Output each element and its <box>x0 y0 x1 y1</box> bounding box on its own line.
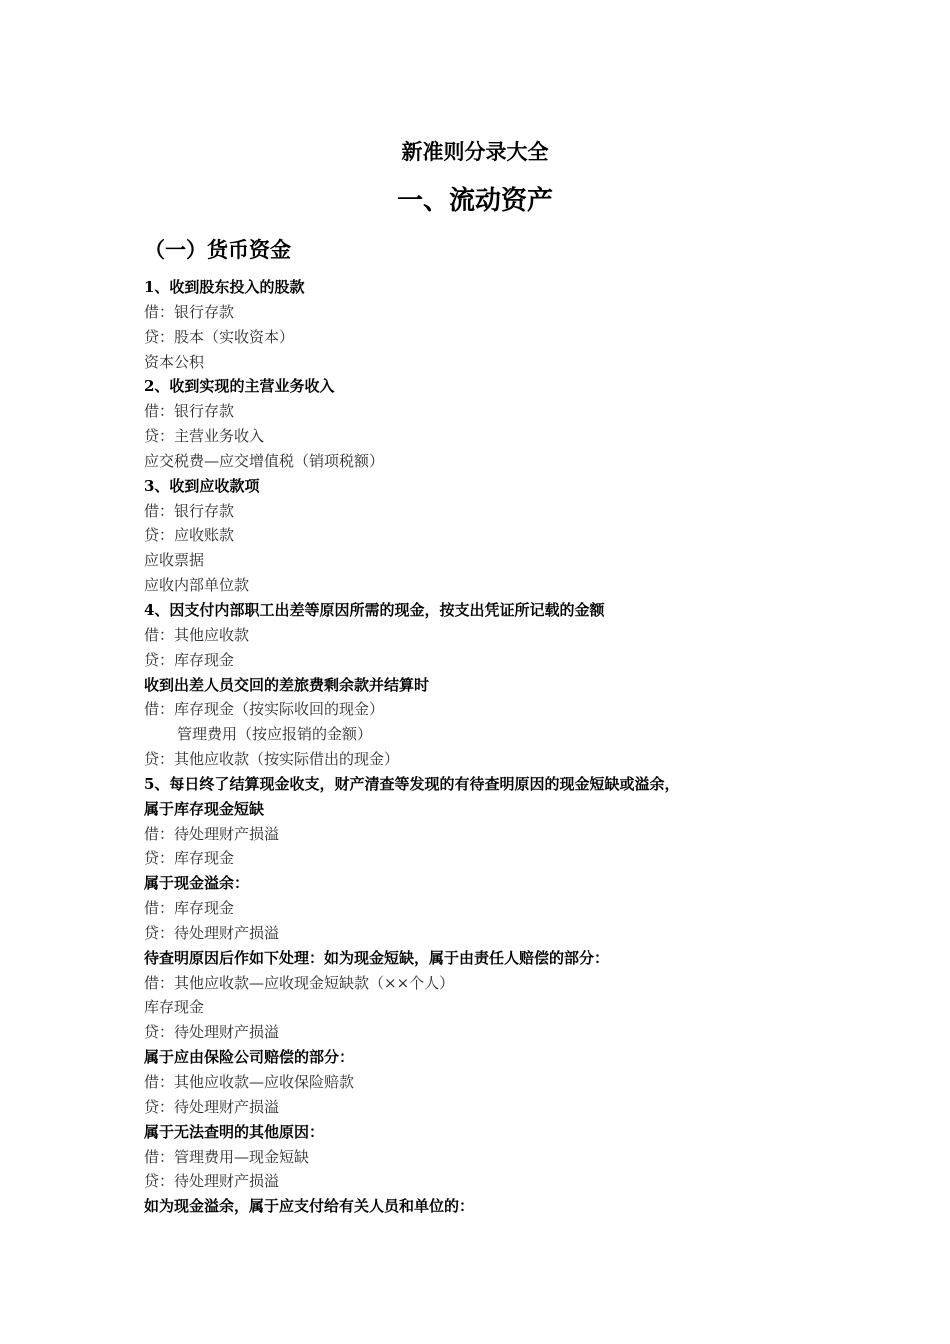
document-body <box>144 275 824 1219</box>
journal-entry-line: 借：库存现金 <box>144 899 235 918</box>
journal-entry-line: 贷：其他应收款（按实际借出的现金） <box>144 750 400 769</box>
journal-entry-line: 贷：待处理财产损溢 <box>144 923 280 942</box>
journal-entry-line: 借：银行存款 <box>144 302 235 321</box>
journal-entry-line: 应收票据 <box>144 551 205 570</box>
entry-heading: 3、收到应收款项 <box>144 476 260 495</box>
journal-entry-line: 贷：库存现金 <box>144 849 235 868</box>
section-title: 一、流动资产 <box>396 186 553 216</box>
journal-entry-line: 贷：主营业务收入 <box>144 427 265 446</box>
journal-entry-line: 借：银行存款 <box>144 501 235 520</box>
journal-entry-line: 库存现金 <box>144 998 205 1017</box>
entry-heading: 待查明原因后作如下处理：如为现金短缺，属于由责任人赔偿的部分： <box>144 948 610 967</box>
entry-heading: 属于应由保险公司赔偿的部分： <box>144 1048 355 1067</box>
journal-entry-line: 借：管理费用—现金短缺 <box>144 1147 310 1166</box>
journal-entry-line: 应交税费—应交增值税（销项税额） <box>144 451 385 470</box>
entry-heading: 如为现金溢余，属于应支付给有关人员和单位的： <box>144 1197 475 1216</box>
document-title: 新准则分录大全 <box>401 139 549 164</box>
journal-entry-line: 管理费用（按应报销的金额） <box>177 725 373 744</box>
entry-heading: 属于现金溢余： <box>144 874 250 893</box>
entry-heading: 5、每日终了结算现金收支，财产清查等发现的有待查明原因的现金短缺或溢余， <box>144 774 680 793</box>
entry-heading: 4、因支付内部职工出差等原因所需的现金，按支出凭证所记载的金额 <box>144 600 605 619</box>
journal-entry-line: 借：银行存款 <box>144 402 235 421</box>
journal-entry-line: 应收内部单位款 <box>144 576 250 595</box>
journal-entry-line: 借：其他应收款 <box>144 625 250 644</box>
journal-entry-line: 贷：应收账款 <box>144 526 235 545</box>
journal-entry-line: 贷：股本（实收资本） <box>144 327 295 346</box>
journal-entry-line: 贷：待处理财产损溢 <box>144 1172 280 1191</box>
journal-entry-line: 借：库存现金（按实际收回的现金） <box>144 700 385 719</box>
journal-entry-line: 贷：待处理财产损溢 <box>144 1023 280 1042</box>
entry-heading: 属于无法查明的其他原因： <box>144 1122 325 1141</box>
entry-heading: 属于库存现金短缺 <box>144 799 265 818</box>
journal-entry-line: 借：其他应收款—应收保险赔款 <box>144 1073 355 1091</box>
journal-entry-line: 借：待处理财产损溢 <box>144 824 280 843</box>
journal-entry-line: 贷：库存现金 <box>144 650 235 669</box>
entry-heading: 2、收到实现的主营业务收入 <box>144 377 335 396</box>
entry-heading: 1、收到股东投入的股款 <box>144 278 305 296</box>
journal-entry-line: 借：其他应收款—应收现金短缺款（××个人） <box>144 973 455 992</box>
journal-entry-line: 贷：待处理财产损溢 <box>144 1097 280 1116</box>
entry-heading: 收到出差人员交回的差旅费剩余款并结算时 <box>144 675 430 694</box>
journal-entry-line: 资本公积 <box>144 352 205 371</box>
subsection-title: （一）货币资金 <box>144 237 291 262</box>
